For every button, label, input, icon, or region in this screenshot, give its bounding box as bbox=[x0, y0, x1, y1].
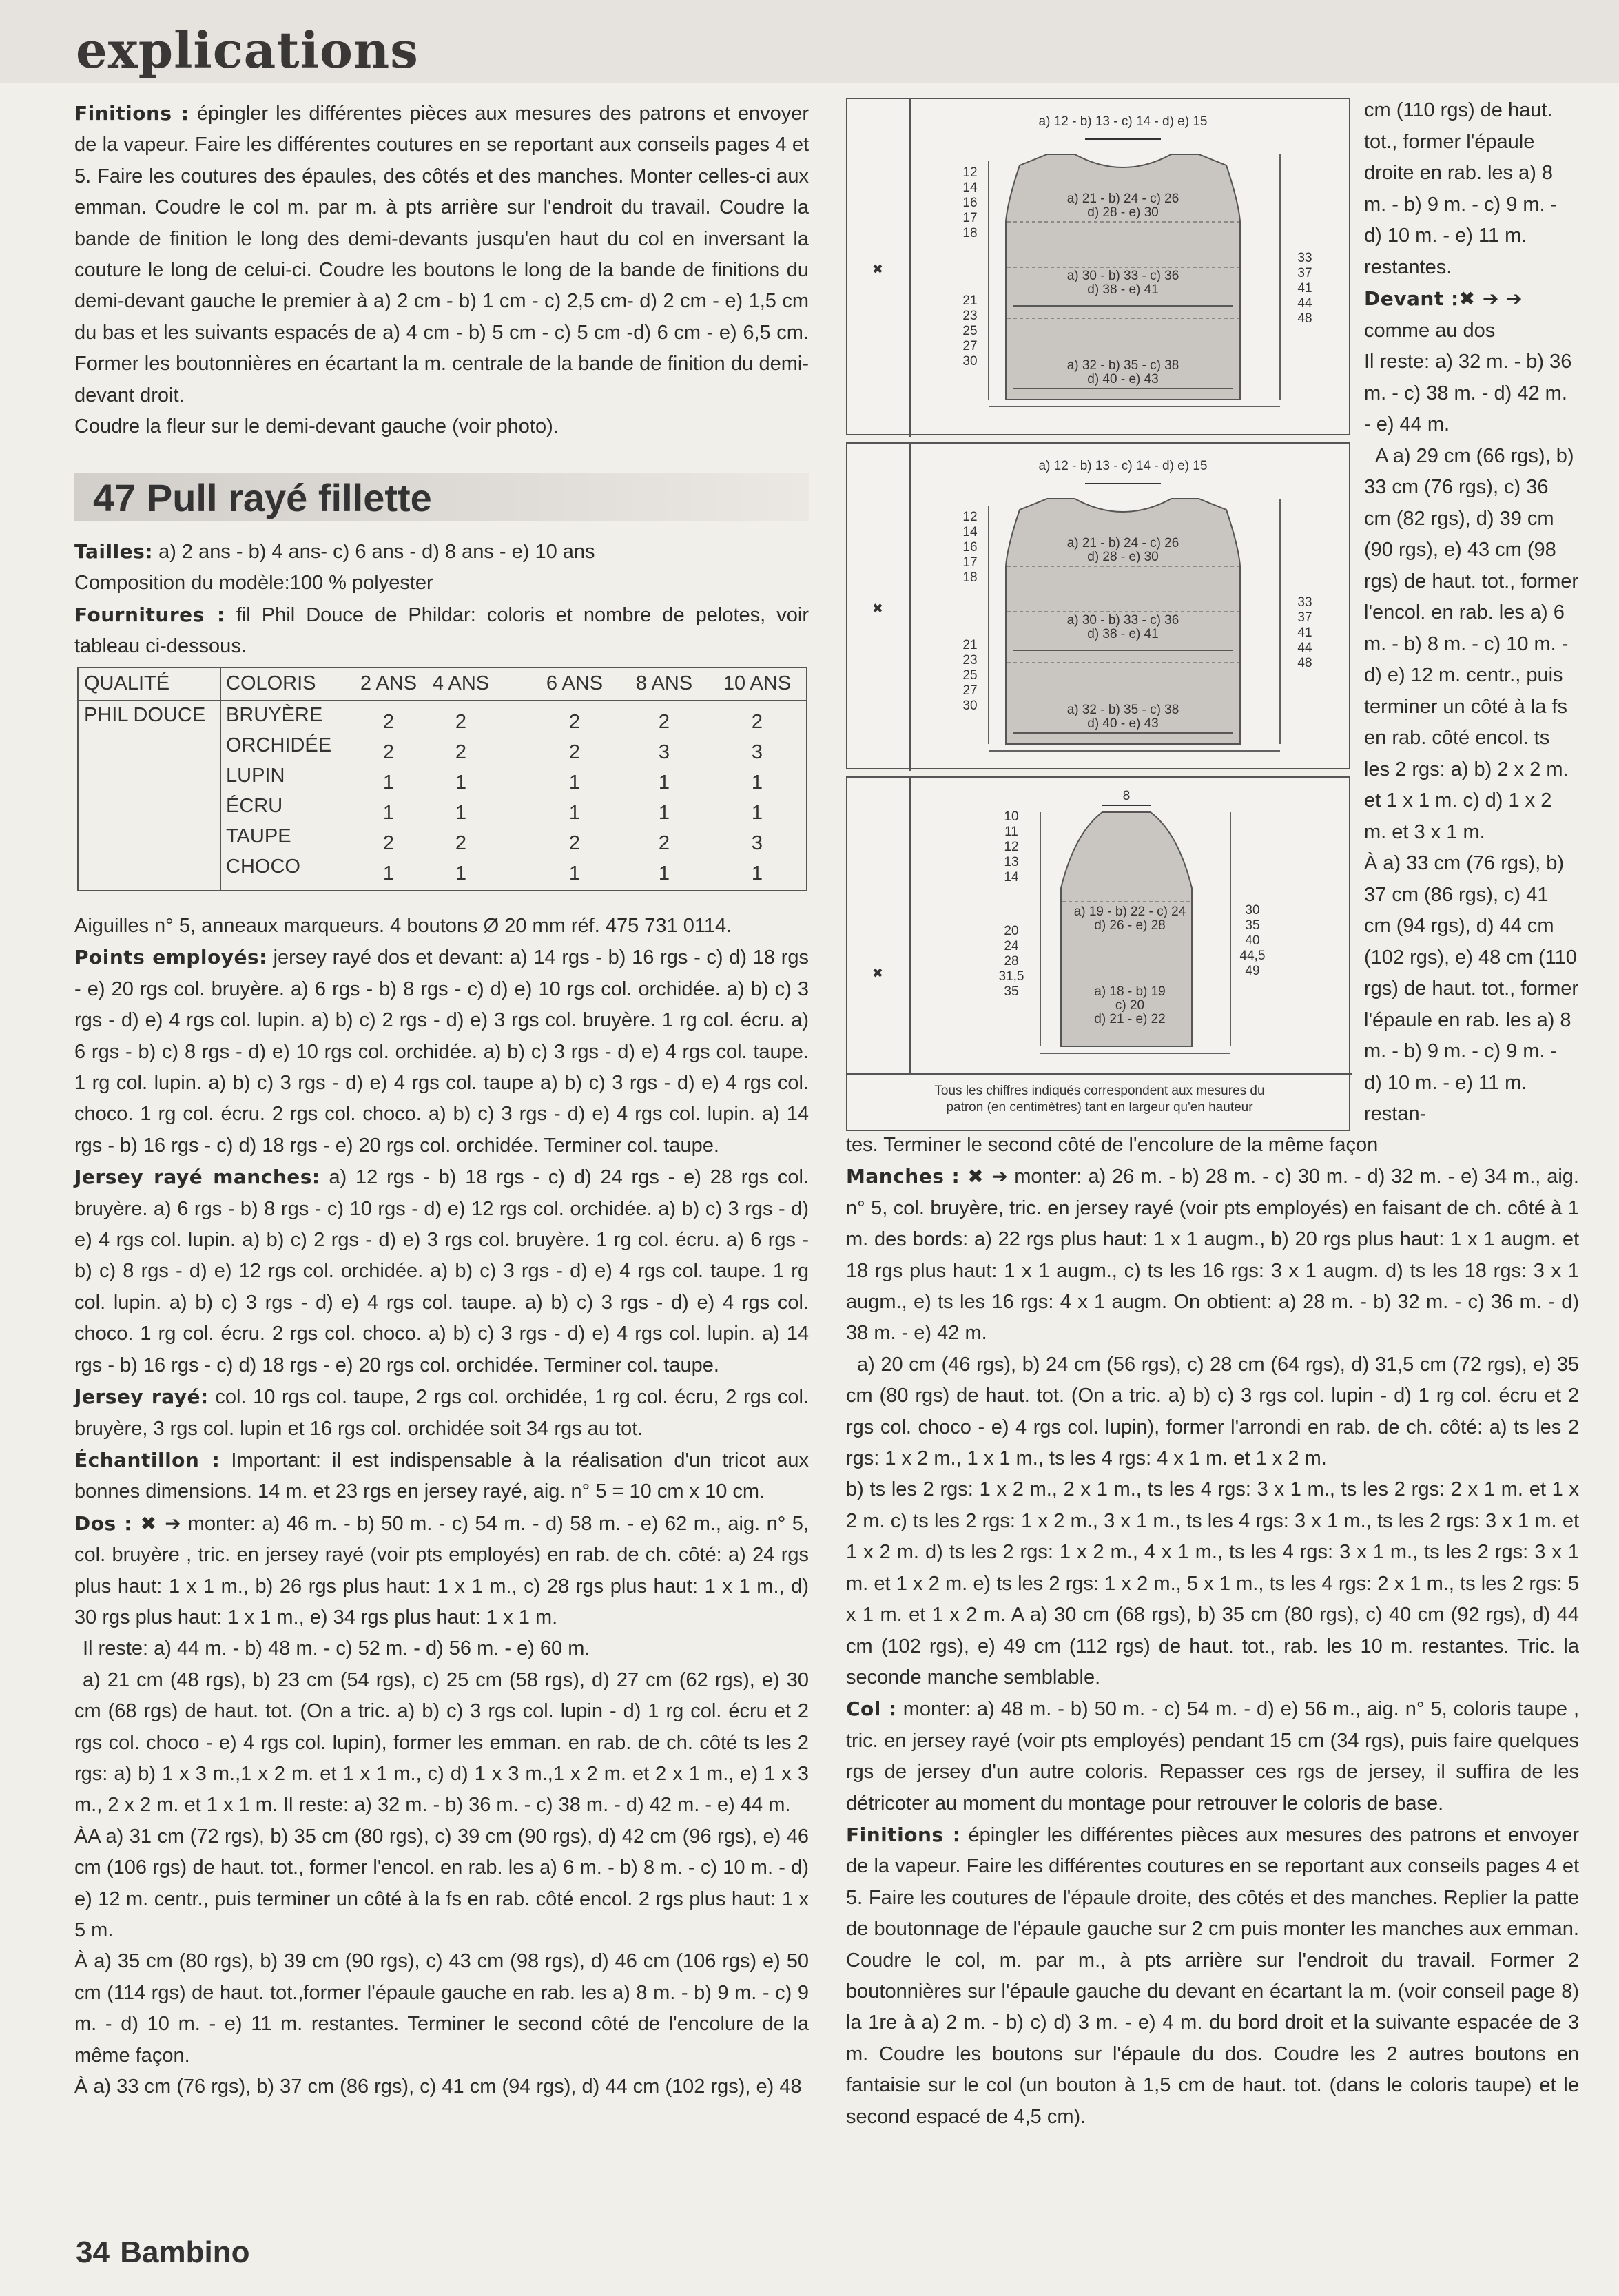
manches-label: Manches : ✖ ➔ bbox=[846, 1165, 1009, 1188]
points-text: jersey rayé dos et devant: a) 14 rgs - b) 16 rgs - c) d) 18 rgs - e) 20 rgs col. bruyère. a) 6 rgs - b) 8 rgs - c) d) e) 10 rgs col. orchidée. a) b) c) 3 rgs - d) e) 4 rgs col. lupin. a) b) c) 2 rgs - d) e) 3 rgs col. bruyère. 1 rg col. écru. a) 6 rgs - b) c) 8 rgs - d) e) 10 rgs col. orchidée. a) b) c) 3 rgs - d) e) 4 rgs col. taupe. 1 rg col. lupin. a) b) c) 3 rgs - d) e) 4 rgs col. taupe a) b) c) 3 rgs - d) e) 4 rgs col. choco. 1 rg col. écru. 2 rgs col. choco. a) b) c) 3 rgs - d) e) 4 rgs col. lupin. a) 14 rgs - b) 16 rgs - c) d) 18 rgs - e) 20 rgs col. orchidée. Terminer col. taupe. bbox=[74, 947, 809, 1157]
left-size: 16 bbox=[962, 196, 978, 210]
qty-cell: 2 bbox=[455, 741, 467, 763]
note-line-2: patron (en centimètres) tant en largeur qu'en hauteur bbox=[946, 1100, 1253, 1115]
finitions-text: épingler les différentes pièces aux mesures des patrons et envoyer de la vapeur. Faire les différentes coutures en se reportant aux conseils pages 4 et 5. Faire les coutures des épaules, des côtés et des manches. Monter celles-ci aux emman. Coudre le col m. par m. à pts arrière sur l'endroit du travail. Coudre la bande de finition le long des demi-devants jusqu'en haut du col en inversant la couture le long de celui-ci. Coudre les boutons le long de la bande de finitions du demi-devant gauche le premier à a) 2 cm - b) 1 cm - c) 2,5 cm- d) 2 cm - e) 1,5 cm du bas et les suivants espacés de a) 4 cm - b) 5 cm - c) 5 cm -d) 6 cm - e) 6,5 cm. Former les boutonnières en écartant la m. centrale de la bande de finition du demi-devant droit. bbox=[74, 103, 809, 406]
rn-t3: Il reste: a) 32 m. - b) 36 m. - c) 38 m. - d) 42 m. - e) 44 m. bbox=[1364, 351, 1572, 435]
schematic-dos bbox=[846, 98, 1350, 435]
left-size2: 31,5 bbox=[998, 969, 1024, 984]
qty-cell: 3 bbox=[751, 741, 763, 763]
left-size2: 30 bbox=[962, 699, 978, 713]
right-size: 48 bbox=[1297, 656, 1312, 670]
th-2ans: 2 ANS bbox=[360, 672, 417, 694]
rn-t5: À a) 33 cm (76 rgs), b) 37 cm (86 rgs), c) 41 cm (94 rgs), d) 44 cm (102 rgs), e) 48 cm (110 rgs) de haut. tot., former l'épaule en rab. les a) 8 m. - b) 9 m. - c) 9 m. - d) 10 m. - e) 11 m. restan- bbox=[1364, 852, 1579, 1125]
width1-a: a) 21 - b) 24 - c) 26 bbox=[1066, 536, 1179, 550]
fournitures-label: Fournitures : bbox=[74, 603, 225, 626]
left-size: 16 bbox=[962, 540, 978, 555]
left-size2: 24 bbox=[1004, 939, 1019, 953]
col-label: Col : bbox=[846, 1697, 897, 1721]
echantillon-label: Échantillon : bbox=[74, 1448, 220, 1471]
left-size: 17 bbox=[962, 211, 978, 225]
yarn-table bbox=[77, 667, 807, 891]
aiguilles: Aiguilles n° 5, anneaux marqueurs. 4 boutons Ø 20 mm réf. 475 731 0114. bbox=[74, 915, 732, 937]
right-size: 37 bbox=[1297, 610, 1312, 625]
qty-cell: 1 bbox=[658, 772, 670, 794]
left-size: 14 bbox=[962, 180, 978, 195]
left-size2: 27 bbox=[962, 683, 978, 698]
qty-cell: 2 bbox=[382, 741, 395, 763]
left-size: 14 bbox=[1004, 870, 1019, 885]
left-size: 18 bbox=[962, 226, 978, 240]
color-cell: ÉCRU bbox=[226, 795, 283, 817]
width3-a: a) 32 - b) 35 - c) 38 bbox=[1066, 703, 1179, 717]
top-width-label: 8 bbox=[1122, 789, 1131, 803]
left-size: 11 bbox=[1004, 825, 1018, 839]
dos-p3: À a) 35 cm (80 rgs), b) 39 cm (90 rgs), c) 43 cm (98 rgs), d) 46 cm (106 rgs) e) 50 cm (114 rgs) de haut. tot.,former l'épaule gauche en rab. les a) 8 m. - b) 9 m. - c) 9 m. - d) 10 m. - e) 11 m. restantes. Terminer le second côté de l'encolure de la même façon. bbox=[74, 1950, 809, 2067]
left-size2: 28 bbox=[1004, 954, 1019, 969]
finitions-label: Finitions : bbox=[74, 102, 189, 125]
left-size2: 23 bbox=[962, 309, 978, 323]
jersey-text: col. 10 rgs col. taupe, 2 rgs col. orchidée, 1 rg col. écru, 2 rgs col. bruyère, 3 rgs col. lupin et 16 rgs col. orchidée soit 34 rgs au tot. bbox=[74, 1386, 809, 1440]
star-marker: ✖ bbox=[872, 262, 883, 277]
width2-a: a) 18 - b) 19 bbox=[1094, 984, 1166, 999]
page-number: 34 bbox=[76, 2235, 110, 2269]
qty-cell: 2 bbox=[568, 832, 581, 854]
qty-cell: 2 bbox=[751, 711, 763, 733]
qty-cell: 1 bbox=[382, 772, 395, 794]
qty-cell: 1 bbox=[658, 802, 670, 824]
qty-cell: 2 bbox=[568, 741, 581, 763]
width3-a: a) 32 - b) 35 - c) 38 bbox=[1066, 358, 1179, 373]
right-size: 41 bbox=[1297, 625, 1312, 640]
width1-b: d) 28 - e) 30 bbox=[1087, 205, 1159, 220]
right-size: 40 bbox=[1245, 933, 1260, 948]
right-size: 44,5 bbox=[1239, 949, 1266, 963]
left-size: 13 bbox=[1004, 855, 1019, 869]
qty-cell: 1 bbox=[751, 862, 763, 885]
left-size: 12 bbox=[1004, 840, 1019, 854]
width2-b: c) 20 bbox=[1115, 998, 1145, 1013]
qty-cell: 1 bbox=[568, 862, 581, 885]
th-10ans: 10 ANS bbox=[723, 672, 792, 694]
instructions-right bbox=[846, 1130, 1579, 2133]
color-cell: LUPIN bbox=[226, 765, 285, 787]
qty-cell: 2 bbox=[658, 711, 670, 733]
qty-cell: 1 bbox=[658, 862, 670, 885]
th-4ans: 4 ANS bbox=[432, 672, 490, 694]
width1-a: a) 19 - b) 22 - c) 24 bbox=[1073, 904, 1186, 919]
fournitures-text: fil Phil Douce de Phildar: coloris et nombre de pelotes, voir tableau ci-dessous. bbox=[74, 603, 809, 658]
left-size2: 21 bbox=[962, 638, 978, 652]
left-size2: 20 bbox=[1004, 924, 1019, 938]
magazine-name: Bambino bbox=[120, 2235, 250, 2269]
dos-text: monter: a) 46 m. - b) 50 m. - c) 54 m. - d) 58 m. - e) 62 m., aig. n° 5, col. bruyère , tric. en jersey rayé (voir pts employés) en rab. de ch. côté: a) 24 rgs plus haut: 1 x 1 m., b) 26 rgs plus haut: 1 x 1 m., c) 28 rgs plus haut: 1 x 1 m., d) 30 rgs plus haut: 1 x 1 m., e) 34 rgs plus haut: 1 x 1 m. bbox=[74, 1512, 809, 1628]
width1-b: d) 28 - e) 30 bbox=[1087, 550, 1159, 564]
jersey-label: Jersey rayé: bbox=[74, 1385, 209, 1409]
tailles-label: Tailles: bbox=[74, 540, 154, 563]
left-size: 17 bbox=[962, 555, 978, 570]
note-line-1: Tous les chiffres indiqués correspondent aux mesures du bbox=[934, 1084, 1265, 1098]
left-size2: 35 bbox=[1004, 984, 1019, 999]
left-size: 14 bbox=[962, 525, 978, 539]
left-size2: 25 bbox=[962, 324, 978, 338]
finitions2-text: épingler les différentes pièces aux mesures des patrons et envoyer de la vapeur. Faire les différentes coutures en se reportant aux conseils pages 4 et 5. Faire les coutures de l'épaule droite, des côtés et des manches. Replier la patte de boutonnage de l'épaule gauche sur 2 cm puis monter les manches aux emman. Coudre le col, m. par m., à pts arrière sur l'endroit du travail. Former 2 boutonnières sur l'épaule gauche du devant en écartant la m. (voir conseil page 8) la 1re à a) 2 m. - b) c) d) 3 m. - e) 4 m. du bord droit et la suivante espacée de 3 m. Coudre les boutons sur l'épaule du dos. Coudre les 2 autres boutons en fantaisie sur le col (un bouton à 1,5 cm de haut. tot. (dans le coloris taupe) et le second espacé de 4,5 cm). bbox=[846, 1823, 1579, 2128]
qty-cell: 1 bbox=[382, 802, 395, 824]
qty-cell: 2 bbox=[455, 711, 467, 733]
tailles-block bbox=[74, 536, 809, 663]
rn-t2: comme au dos bbox=[1364, 319, 1496, 342]
left-size: 10 bbox=[1004, 809, 1019, 824]
right-size: 49 bbox=[1245, 964, 1260, 978]
width2-b: d) 38 - e) 41 bbox=[1087, 282, 1159, 297]
dos-label: Dos : ✖ ➔ bbox=[74, 1511, 182, 1535]
dos-p2: ÀA a) 31 cm (72 rgs), b) 35 cm (80 rgs), c) 39 cm (90 rgs), d) 42 cm (96 rgs), e) 46 cm (106 rgs) de haut. tot., former l'encol. en rab. les a) 6 m. - b) 8 m. - c) 10 m. - d) e) 12 m. centr., puis terminer un côté à la fs en rab. côté encol. 2 rgs plus haut: 1 x 5 m. bbox=[74, 1825, 809, 1941]
qty-cell: 3 bbox=[658, 741, 670, 763]
rb-p2: b) ts les 2 rgs: 1 x 2 m., 2 x 1 m., ts les 4 rgs: 3 x 1 m., ts les 2 rgs: 2 x 1 m. et 1 x 2 m. c) ts les 2 rgs: 1 x 2 m., 3 x 1 m., ts les 4 rgs: 3 x 1 m., ts les 2 rgs: 3 x 1 m. et 1 x 2 m. d) ts les 2 rgs: 1 x 2 m., 4 x 1 m., ts les 4 rgs: 3 x 1 m., ts les 2 rgs: 3 x 1 m. et 1 x 2 m. e) ts les 2 rgs: 1 x 2 m., 5 x 1 m., ts les 4 rgs: 2 x 1 m., ts les 2 rgs: 5 x 1 m. et 1 x 2 m. A a) 30 cm (68 rgs), b) 35 cm (80 rgs), c) 40 cm (92 rgs), d) 44 cm (102 rgs), e) 49 cm (112 rgs) de haut. tot., rab. les 10 m. restantes. Tric. la seconde manche semblable. bbox=[846, 1478, 1579, 1688]
qty-cell: 3 bbox=[751, 832, 763, 854]
instructions-left bbox=[74, 911, 809, 2102]
right-size: 30 bbox=[1245, 903, 1260, 918]
color-cell: BRUYÈRE bbox=[226, 704, 323, 726]
rn-t1: cm (110 rgs) de haut. tot., former l'épaule droite en rab. les a) 8 m. - b) 9 m. - c) 9 m. - d) 10 m. - e) 11 m. restantes. bbox=[1364, 99, 1558, 278]
col-text: monter: a) 48 m. - b) 50 m. - c) 54 m. - d) e) 56 m., aig. n° 5, coloris taupe , tric. en jersey rayé (voir pts employés) pendant 15 cm (34 rgs), puis faire quelques rgs de jersey d'un autre coloris. Repasser ces rgs de jersey, il suffira de les détricoter au moment du montage pour retrouver le coloris de base. bbox=[846, 1698, 1579, 1814]
qty-cell: 2 bbox=[382, 832, 395, 854]
devant-label: Devant :✖ ➔ ➔ bbox=[1364, 287, 1523, 310]
left-size2: 27 bbox=[962, 339, 978, 353]
width2-b: d) 38 - e) 41 bbox=[1087, 627, 1159, 641]
instructions-right-narrow bbox=[1364, 95, 1579, 1130]
finitions-end: Coudre la fleur sur le demi-devant gauche (voir photo). bbox=[74, 415, 559, 438]
qty-cell: 1 bbox=[455, 862, 467, 885]
color-cell: CHOCO bbox=[226, 856, 300, 878]
qty-cell: 2 bbox=[568, 711, 581, 733]
echantillon-text: Important: il est indispensable à la réalisation d'un tricot aux bonnes dimensions. 14 m. et 23 rgs en jersey rayé, aig. n° 5 = 10 cm x 10 cm. bbox=[74, 1449, 810, 1503]
qty-cell: 1 bbox=[455, 772, 467, 794]
qty-cell: 1 bbox=[455, 802, 467, 824]
width3-b: d) 40 - e) 43 bbox=[1087, 716, 1159, 731]
qty-cell: 1 bbox=[751, 772, 763, 794]
left-size2: 25 bbox=[962, 668, 978, 683]
rn-t4: A a) 29 cm (66 rgs), b) 33 cm (76 rgs), c) 36 cm (82 rgs), d) 39 cm (90 rgs), e) 43 cm (98 rgs) de haut. tot., former l'encol. en rab. les a) 6 m. - b) 8 m. - c) 10 m. - d) e) 12 m. centr., puis terminer un côté à la fs en rab. côté encol. ts les 2 rgs: a) b) 2 x 2 m. et 1 x 1 m. c) d) 1 x 2 m. et 3 x 1 m. bbox=[1364, 444, 1579, 843]
th-qualite: QUALITÉ bbox=[84, 672, 170, 694]
dos-p4: À a) 33 cm (76 rgs), b) 37 cm (86 rgs), c) 41 cm (94 rgs), d) 44 cm (102 rgs), e) 48 bbox=[74, 2076, 802, 2098]
page-header: explications bbox=[76, 21, 419, 79]
right-size: 44 bbox=[1297, 296, 1312, 311]
finitions2-label: Finitions : bbox=[846, 1823, 961, 1846]
right-size: 44 bbox=[1297, 641, 1312, 655]
top-width-label: a) 12 - b) 13 - c) 14 - d) e) 15 bbox=[1038, 114, 1208, 129]
right-size: 37 bbox=[1297, 266, 1312, 280]
width2-c: d) 21 - e) 22 bbox=[1094, 1012, 1166, 1026]
star-marker: ✖ bbox=[872, 601, 883, 617]
th-coloris: COLORIS bbox=[226, 672, 316, 694]
left-size: 12 bbox=[962, 510, 978, 524]
color-cell: ORCHIDÉE bbox=[226, 734, 332, 756]
rb-t0: tes. Terminer le second côté de l'encolure de la même façon bbox=[846, 1134, 1379, 1156]
finitions-block bbox=[74, 98, 809, 442]
color-cell: TAUPE bbox=[226, 825, 291, 847]
qty-cell: 1 bbox=[568, 802, 581, 824]
section-title: 47 Pull rayé fillette bbox=[93, 476, 432, 519]
qty-cell: 1 bbox=[751, 802, 763, 824]
left-size2: 30 bbox=[962, 354, 978, 369]
footer bbox=[76, 2235, 250, 2270]
points-label: Points employés: bbox=[74, 946, 267, 969]
left-size: 12 bbox=[962, 165, 978, 180]
width3-b: d) 40 - e) 43 bbox=[1087, 372, 1159, 386]
width2-a: a) 30 - b) 33 - c) 36 bbox=[1066, 613, 1179, 628]
right-size: 41 bbox=[1297, 281, 1312, 296]
qty-cell: 1 bbox=[568, 772, 581, 794]
left-size: 18 bbox=[962, 570, 978, 585]
schematic-devant bbox=[846, 442, 1350, 769]
manches-text: monter: a) 26 m. - b) 28 m. - c) 30 m. - d) 32 m. - e) 34 m., aig. n° 5, col. bruyère, tric. en jersey rayé (voir pts employés) en faisant de ch. côté à 1 m. des bords: a) 22 rgs plus haut: 1 x 1 augm., b) 20 rgs plus haut: 1 x 1 augm. et 18 rgs plus haut: 1 x 1 augm., c) ts les 16 rgs: 3 x 1 augm. d) ts les 18 rgs: 3 x 1 augm., e) ts les 16 rgs: 4 x 1 augm. On obtient: a) 28 m. - b) 32 m. - c) 36 m. - d) 38 m. - e) 42 m. bbox=[846, 1166, 1579, 1345]
quality-cell: PHIL DOUCE bbox=[84, 704, 206, 726]
qty-cell: 2 bbox=[382, 711, 395, 733]
dos-reste: Il reste: a) 44 m. - b) 48 m. - c) 52 m. - d) 56 m. - e) 60 m. bbox=[83, 1637, 590, 1660]
right-size: 33 bbox=[1297, 595, 1312, 610]
manches-pts-text: a) 12 rgs - b) 18 rgs - c) d) 24 rgs - e) 28 rgs col. bruyère. a) 6 rgs - b) 8 rgs - c) 10 rgs - d) e) 12 rgs col. orchidée. a) b) c) 3 rgs - d) e) 4 rgs col. lupin. a) b) c) 2 rgs - d) e) 3 rgs col. bruyère. 1 rg col. écru. a) 6 rgs - b) c) 8 rgs - d) e) 12 rgs col. orchidée. a) b) c) 3 rgs - d) e) 4 rgs col. taupe. 1 rg col. lupin. a) b) c) 3 rgs - d) e) 4 rgs col. taupe. a) b) c) 3 rgs - d) e) 4 rgs col. choco. 1 rg col. écru. 2 rgs col. choco. a) b) c) 3 rgs - d) e) 4 rgs col. lupin. a) 14 rgs - b) 16 rgs - c) d) 18 rgs - e) 20 rgs col. orchidée. Terminer col. taupe. bbox=[74, 1166, 810, 1376]
schematic-manche bbox=[846, 776, 1350, 1131]
th-6ans: 6 ANS bbox=[546, 672, 604, 694]
right-size: 48 bbox=[1297, 311, 1312, 326]
top-width-label: a) 12 - b) 13 - c) 14 - d) e) 15 bbox=[1038, 459, 1208, 473]
dos-p1: a) 21 cm (48 rgs), b) 23 cm (54 rgs), c) 25 cm (58 rgs), d) 27 cm (62 rgs), e) 30 cm (68 rgs) de haut. tot. (On a tric. a) b) c) 3 rgs col. lupin - d) 1 rg col. écru et 2 rgs col. choco - e) 4 rgs col. lupin), former les emman. en rab. de ch. côté ts les 2 rgs: a) b) 1 x 3 m.,1 x 2 m. et 1 x 1 m., c) d) 1 x 3 m.,1 x 2 m. et 2 x 1 m., e) 1 x 3 m., 2 x 2 m. et 1 x 1 m. Il reste: a) 32 m. - b) 36 m. - c) 38 m. - d) 42 m. - e) 44 m. bbox=[74, 1668, 809, 1817]
qty-cell: 2 bbox=[455, 832, 467, 854]
composition: Composition du modèle:100 % polyester bbox=[74, 572, 433, 594]
tailles-text: a) 2 ans - b) 4 ans- c) 6 ans - d) 8 ans - e) 10 ans bbox=[158, 541, 595, 563]
left-size2: 23 bbox=[962, 653, 978, 668]
width2-a: a) 30 - b) 33 - c) 36 bbox=[1066, 269, 1179, 283]
right-size: 35 bbox=[1245, 918, 1260, 933]
qty-cell: 2 bbox=[658, 832, 670, 854]
left-size2: 21 bbox=[962, 293, 978, 308]
rb-p1: a) 20 cm (46 rgs), b) 24 cm (56 rgs), c) 28 cm (64 rgs), d) 31,5 cm (72 rgs), e) 35 cm (80 rgs) de haut. tot. (On a tric. a) b) c) 3 rgs col. lupin - d) 1 rg col. écru et 2 rgs col. choco - e) 4 rgs col. lupin), former l'arrondi en rab. de ch. côté: a) ts les 2 rgs: 1 x 2 m., 1 x 1 m., ts les 4 rgs: 4 x 1 m. et 1 x 2 m. bbox=[846, 1353, 1579, 1470]
width1-a: a) 21 - b) 24 - c) 26 bbox=[1066, 192, 1179, 206]
qty-cell: 1 bbox=[382, 862, 395, 885]
star-marker: ✖ bbox=[872, 966, 883, 981]
right-size: 33 bbox=[1297, 251, 1312, 265]
manches-pts-label: Jersey rayé manches: bbox=[74, 1166, 320, 1189]
width1-b: d) 26 - e) 28 bbox=[1094, 918, 1166, 933]
th-8ans: 8 ANS bbox=[635, 672, 693, 694]
